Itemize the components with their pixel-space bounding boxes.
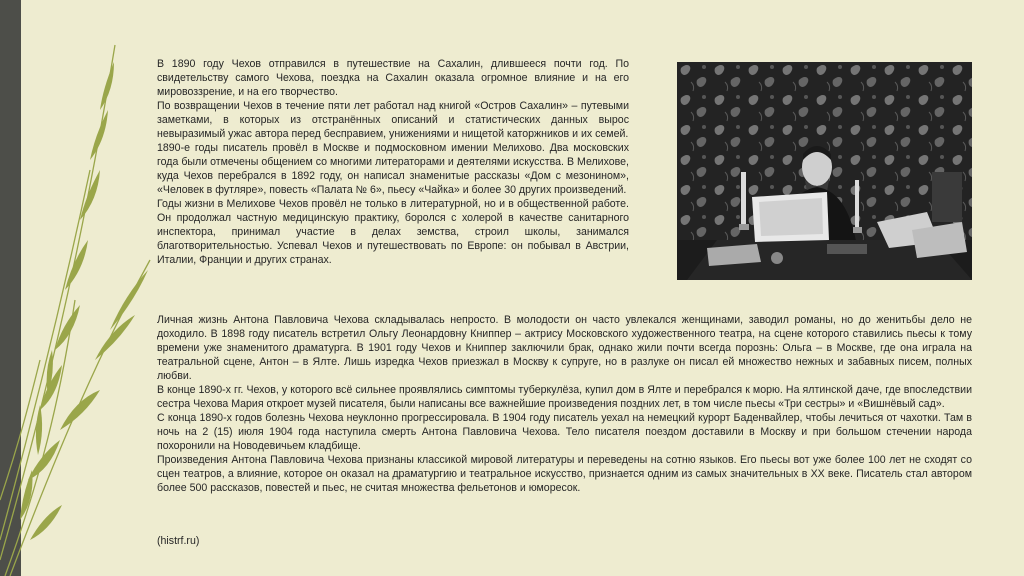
chekhov-at-desk-photo xyxy=(677,62,972,280)
paragraph: 1890-е годы писатель провёл в Москве и подмосковном имении Мелихово. Два московских года были отмечены общением со многими литераторами и деятелями искусства. В Мелихове, куда Чехов перебрался в 1892 году, он написал знаменитые рассказы «Дом с мезонином», «Человек в футляре», повесть «Палата № 6», пьесу «Чайка» и более 30 других произведений. xyxy=(157,142,629,196)
paragraph: В 1890 году Чехов отправился в путешествие на Сахалин, длившееся почти год. По свидетельству самого Чехова, поездка на Сахалин оказала огромное влияние и на его мировоззрение, и на его творчество. xyxy=(157,58,629,98)
paragraph: Личная жизнь Антона Павловича Чехова складывалась непросто. В молодости он часто увлекался женщинами, заводил романы, но до женитьбы дело не доходило. В 1898 году писатель встретил Ольгу Леонардовну Книппер – актрису Московского художественного театра, на сцене которого ставились пьесы к тому времени уже знаменитого драматурга. В 1901 году Чехов и Книппер заключили брак, однако жили почти всегда порознь: Ольга – в Москве, где она играла на театральной сцене, Антон – в Ялте. Лишь изредка Чехов приезжал в Москву к супруге, но в разлуке он писал ей множество нежных и забавных писем, полных любви. xyxy=(157,314,972,382)
article-text-bottom xyxy=(157,313,972,495)
article-text-top xyxy=(157,57,629,267)
paragraph: По возвращении Чехов в течение пяти лет работал над книгой «Остров Сахалин» – путевыми заметками, в которых из отстранённых описаний и статистических данных вырос невыразимый ужас автора перед бесправием, унижениями и нищетой каторжников и их семей. xyxy=(157,100,629,140)
source-citation: (histrf.ru) xyxy=(157,535,200,547)
paragraph: С конца 1890-х годов болезнь Чехова неуклонно прогрессировала. В 1904 году писатель уехал на немецкий курорт Баденвайлер, чтобы лечиться от чахотки. Там в ночь на 2 (15) июля 1904 года наступила смерть Антона Павловича Чехова. Тело писателя поездом доставили в Москву и при большом стечении народа похоронили на Новодевичьем кладбище. xyxy=(157,412,972,452)
grass-leaves-icon xyxy=(0,0,160,576)
paragraph: Годы жизни в Мелихове Чехов провёл не только в литературной, но и в общественной работе. Он продолжал частную медицинскую практику, боролся с холерой в качестве санитарного инспектора, принимал участие в делах земства, строил школы, занимался благотворительностью. Успевал Чехов и путешествовать по Европе: он побывал в Австрии, Италии, Франции и других странах. xyxy=(157,198,629,266)
paragraph: В конце 1890-х гг. Чехов, у которого всё сильнее проявлялись симптомы туберкулёза, купил дом в Ялте и перебрался к морю. На ялтинской даче, где впоследствии сестра Чехова Мария откроет музей писателя, были написаны все важнейшие произведения поздних лет, в том числе пьесы «Три сестры» и «Вишнёвый сад». xyxy=(157,384,972,410)
paragraph: Произведения Антона Павловича Чехова признаны классикой мировой литературы и переведены на сотню языков. Его пьесы вот уже более 100 лет не сходят со сцен театров, а влияние, которое он оказал на драматургию и театральное искусство, признается одним из самых значительных в XX веке. Писатель стал автором более 500 рассказов, повестей и пьес, не считая множества фельетонов и юморесок. xyxy=(157,454,972,494)
